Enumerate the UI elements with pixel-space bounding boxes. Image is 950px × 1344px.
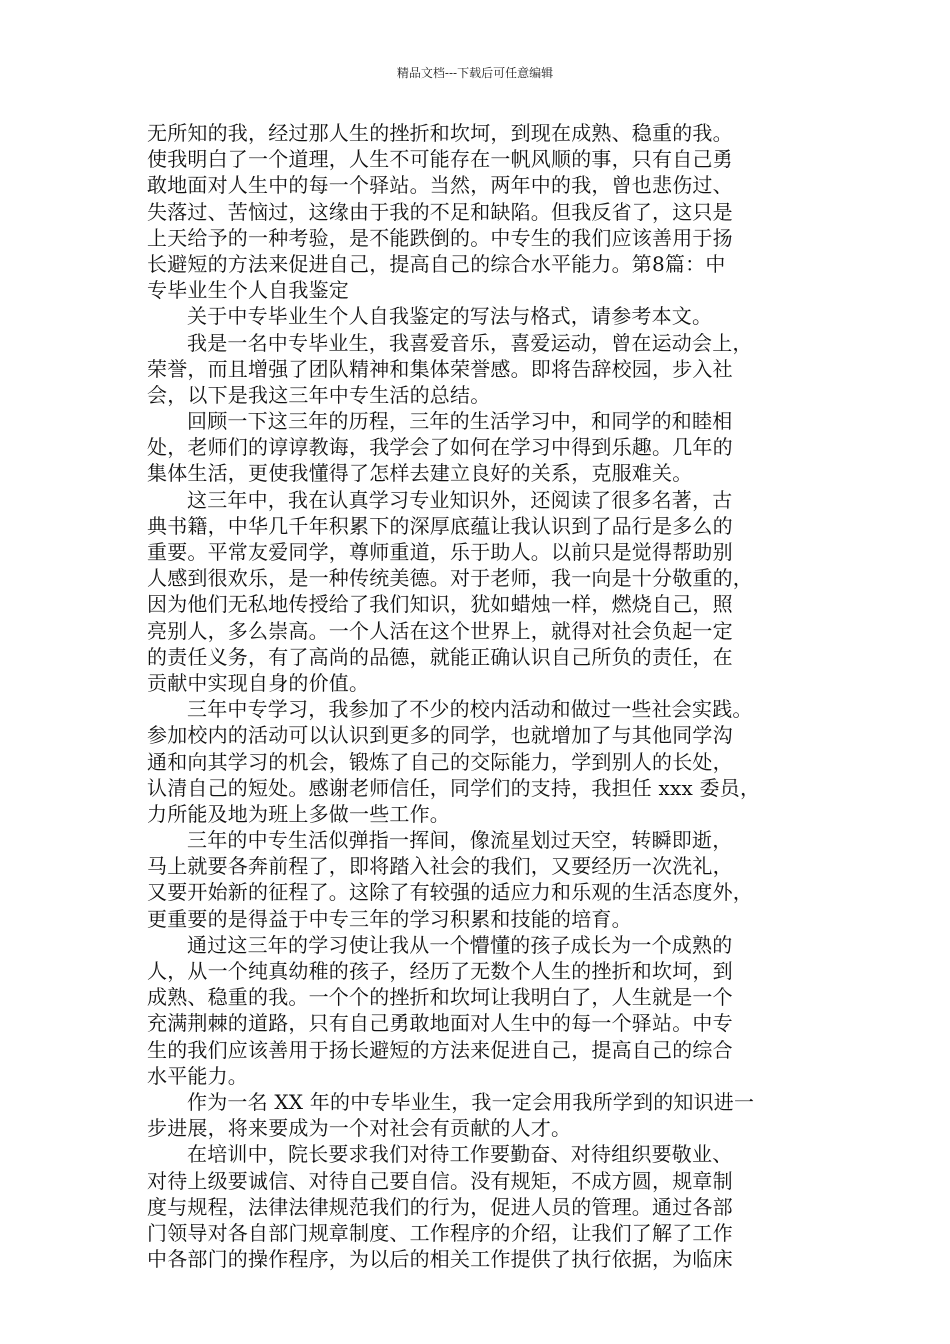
text-line: 三年的中专生活似弹指一挥间，像流星划过天空，转瞬即逝， (187, 828, 733, 853)
text-line: 会，以下是我这三年中专生活的总结。 (147, 382, 491, 407)
text-line: 长避短的方法来促进自己，提高自己的综合水平能力。第8篇：中 (147, 251, 726, 276)
text-line: 步进展，将来要成为一个对社会有贡献的人才。 (147, 1116, 572, 1141)
page-header: 精品文档---下载后可任意编辑 (396, 66, 554, 80)
text-line: 三年中专学习，我参加了不少的校内活动和做过一些社会实践。 (187, 697, 753, 722)
text-line: 门领导对各自部门规章制度、工作程序的介绍，让我们了解了工作 (147, 1220, 733, 1245)
text-line: 参加校内的活动可以认识到更多的同学，也就增加了与其他同学沟 (147, 723, 733, 748)
text-line: 关于中专毕业生个人自我鉴定的写法与格式，请参考本文。 (187, 304, 713, 329)
text-line: 因为他们无私地传授给了我们知识，犹如蜡烛一样，燃烧自己，照 (147, 592, 733, 617)
text-line: 人感到很欢乐，是一种传统美德。对于老师，我一向是十分敬重的， (147, 566, 753, 591)
text-line: 回顾一下这三年的历程，三年的生活学习中，和同学的和睦相 (187, 409, 733, 434)
text-line: 重要。平常友爱同学，尊师重道，乐于助人。以前只是觉得帮助别 (147, 540, 733, 564)
text-line: 水平能力。 (147, 1063, 248, 1088)
text-line: 度与规程，法律法律规范我们的行为，促进人员的管理。通过各部 (147, 1194, 733, 1219)
text-line: 通过这三年的学习使让我从一个懵懂的孩子成长为一个成熟的 (187, 932, 733, 957)
text-line: 我是一名中专毕业生，我喜爱音乐，喜爱运动，曾在运动会上， (187, 330, 753, 355)
text-line: 生的我们应该善用于扬长避短的方法来促进自己，提高自己的综合 (147, 1037, 733, 1062)
text-line: 马上就要各奔前程了，即将踏入社会的我们，又要经历一次洗礼， (147, 854, 733, 879)
text-line: 人，从一个纯真幼稚的孩子，经历了无数个人生的挫折和坎坷，到 (147, 959, 733, 983)
text-line: 专毕业生个人自我鉴定 (147, 278, 349, 303)
text-line: 的责任义务，有了高尚的品德，就能正确认识自己所负的责任，在 (147, 644, 733, 669)
text-line: 集体生活，更使我懂得了怎样去建立良好的关系，克服难关。 (147, 461, 693, 486)
text-line: 敢地面对人生中的每一个驿站。当然，两年中的我，曾也悲伤过、 (147, 173, 733, 198)
text-line: 在培训中，院长要求我们对待工作要勤奋、对待组织要敬业、 (187, 1142, 733, 1167)
text-line: 通和向其学习的机会，锻炼了自己的交际能力，学到别人的长处， (147, 749, 733, 774)
text-line: 上天给予的一种考验，是不能跌倒的。中专生的我们应该善用于扬 (147, 225, 733, 250)
text-line: 处，老师们的谆谆教诲，我学会了如何在学习中得到乐趣。几年的 (147, 435, 733, 460)
text-line: 更重要的是得益于中专三年的学习积累和技能的培育。 (147, 906, 632, 931)
text-line: 充满荆棘的道路，只有自己勇敢地面对人生中的每一个驿站。中专 (147, 1011, 733, 1036)
text-line: 典书籍，中华几千年积累下的深厚底蕴让我认识到了品行是多么的 (147, 513, 733, 538)
text-line: 亮别人，多么崇高。一个人活在这个世界上，就得对社会负起一定 (147, 618, 733, 643)
text-line: 作为一名 XX 年的中专毕业生，我一定会用我所学到的知识进一 (187, 1089, 755, 1114)
text-line: 贡献中实现自身的价值。 (147, 670, 370, 695)
text-line: 无所知的我，经过那人生的挫折和坎坷，到现在成熟、稳重的我。 (147, 121, 733, 145)
text-line: 使我明白了一个道理，人生不可能存在一帆风顺的事，只有自己勇 (147, 147, 733, 172)
text-line: 力所能及地为班上多做一些工作。 (147, 801, 450, 826)
text-line: 又要开始新的征程了。这除了有较强的适应力和乐观的生活态度外， (147, 880, 753, 905)
text-line: 失落过、苦恼过，这缘由于我的不足和缺陷。但我反省了，这只是 (147, 199, 733, 224)
text-line: 中各部门的操作程序，为以后的相关工作提供了执行依据，为临床 (147, 1247, 733, 1272)
text-line: 成熟、稳重的我。一个个的挫折和坎坷让我明白了，人生就是一个 (147, 985, 733, 1010)
text-line: 荣誉，而且增强了团队精神和集体荣誉感。即将告辞校园，步入社 (147, 356, 733, 381)
text-line: 认清自己的短处。感谢老师信任，同学们的支持，我担任 xxx 委员， (147, 775, 761, 800)
text-line: 对待上级要诚信、对待自己要自信。没有规矩，不成方圆，规章制 (147, 1168, 733, 1193)
text-line: 这三年中，我在认真学习专业知识外，还阅读了很多名著，古 (187, 487, 733, 512)
document-body (147, 120, 831, 1272)
